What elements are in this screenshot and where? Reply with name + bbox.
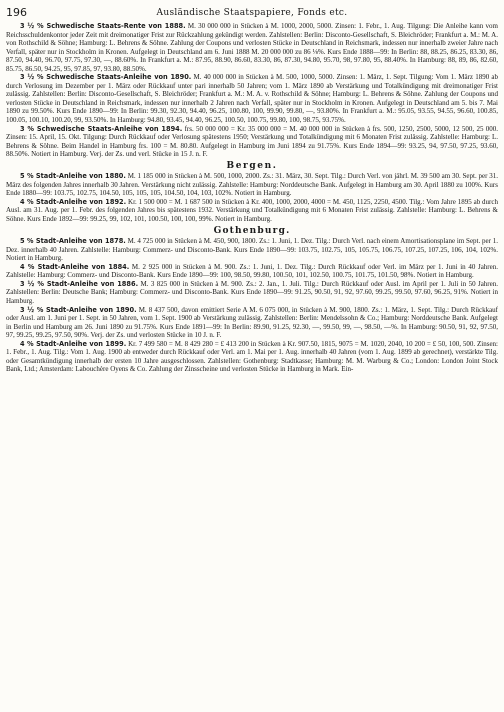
entry-text: M. 30 000 000 in Stücken à M. 1000, 2000, 5000. Zinsen: 1. Febr., 1. Aug. Tilgung: Die Anleihe kann vom Reichsschuldenkontor jeder Zeit mit dreimonatiger Frist zur Rückzahlung gekündigt werden. Zahlstellen: Berlin: Disconto-Gesellschaft, S. Bleichröder; Frankfurt a. M.: M. A. von Rothschild & Söhne; Hamburg: L. Behrens & Söhne. Zahlung der Coupons und verlosten Stücke in Deutschland in Reichsmark, indessen nur innerhalb zweier Jahre nach Verfall, später nur in Stockholm in Kronen. Aufgelegt in Deutschland am 6. Juni 1888 M. 20 000 000 zu 86 ⅛%. Kurs Ende 1888—99: In Berlin: 88, 88.25, 86.25, 83.30, 86, 87.50, 94.40, 96.70, 97.75, 97.30, —, 88.60%. In Frankfurt a. M.: 87.95, 88.90, 86.60, 83.30, 86, 87.30, 94.80, 95.70, 98, 97.80, 95, 88.40%. In Hamburg: 88, 89, 86, 82.60, 85.75, 86.50, 94.25, 95, 97.85, 97, 93.80, 88.50%.	[6, 22, 498, 73]
entry-title: 4 % Stadt-Anleihe von 1884.	[20, 262, 130, 271]
running-title: Ausländische Staatspapiere, Fonds etc.	[156, 8, 348, 18]
entry-title: 5 % Stadt-Anleihe von 1880.	[20, 172, 126, 181]
entry-bergen-stadt-anleihe-1880	[6, 172, 498, 198]
entry-text: M. 40 000 000 in Stücken à M. 500, 1000, 5000. Zinsen: 1. März, 1. Sept. Tilgung: Vom 1. März 1890 ab durch Verlosung im Dezember per 1. März oder Rückkauf unter pari innerhalb 50 Jahren; vom 1. März 1890 ab Verstärkung und Totalkündigung mit dreimonatiger Frist zulässig. Zahlstellen: Berlin: Disconto-Gesellschaft, S. Bleichröder; Frankfurt a. M.: M. A. v. Rothschild & Söhne; Hamburg: L. Behrens & Söhne. Zahlung der Coupons und verlosten Stücke in Deutschland in Reichsmark, indessen nur innerhalb 2 Jahren nach Verfall, später nur in Stockholm in Kronen. Aufgelegt in Deutschland am 5. bis 7. Mai 1890 zu 99.50%. Kurs Ende 1890—99: In Berlin: 99.30, 92.30, 94.40, 96.25, 100.80, 100, 99.90, 99.80, —, 93.80%. In Frankfurt a. M.: 95.05, 93.55, 94.55, 96.60, 100.85, 100.05, 100.10, 100.20, 99, 93.50%. In Hamburg: 94.80, 93.45, 94.40, 96.25, 100.50, 100.75, 99.80, 100, 98.75, 93.75%.	[6, 73, 498, 125]
entry-bergen-stadt-anleihe-1892	[6, 198, 498, 224]
entry-text: M. 8 437 500, davon emittiert Serie A M. 6 075 000, in Stücken à M. 900, 1800. Zs.: 1. März, 1. Sept. Tilg.: Durch Rückkauf oder Ausl. am 1. Juni per 1. Sept. in 50 Jahren, vom 1. Sept. 1900 ab Verstärkung zulässig. Zahlstellen: Berlin: Mendelssohn & Co.; Hamburg: Norddeutsche Bank. Aufgelegt in Berlin und Hamburg am 26. Juni 1890 zu 91.75%. Kurs Ende 1891—99: In Berlin: 89.90, 91.25, 92.30, —, 99.50, 99, —, 98.50, —%. In Hamburg: 90.50, 91, 92, 97.50, 97, 99.25, 99.25, 97.50, 90%. Verj. der Zs. und verlosten Stücke in 10 J. n. F.	[6, 305, 498, 340]
entry-text: M. 3 825 000 in Stücken à M. 900. Zs.: 2. Jan., 1. Juli. Tilg.: Durch Rückkauf oder Ausl. im April per 1. Juli in 50 Jahren. Zahlstellen: Berlin: Deutsche Bank; Hamburg: Commerz- und Disconto-Bank. Kurs Ende 1890—99: 91.25, 90.50, 91, 92, 97.60, 99.25, 99.50, 97.60, 96.25, 91%. Notiert in Hamburg.	[6, 279, 498, 305]
entry-gothenburg-stadt-anleihe-1899	[6, 340, 498, 374]
page-body	[6, 22, 498, 710]
entry-title: 4 % Stadt-Anleihe von 1892.	[20, 197, 127, 206]
entry-title: 5 % Stadt-Anleihe von 1878.	[20, 237, 126, 246]
entry-schwedische-staats-anleihe-1890	[6, 73, 498, 124]
entry-text: M. 1 185 000 in Stücken à M. 500, 1000, 2000. Zs.: 31. März, 30. Sept. Tilg.: Durch Verl. von jährl. M. 39 500 am 30. Sept. per 31. März des folgenden Jahres innerhalb 30 Jahren. Verstärkung nicht zulässig. Zahlstelle: Hamburg: Norddeutsche Bank. Aufgelegt in Hamburg am 30. April 1880 zu 100%. Kurs Ende 1880—99: 103.75, 102.75, 104.50, 105, 105, 105, 104.50, 104, 103, 102%. Notiert in Hamburg.	[6, 172, 498, 198]
entry-text: Kr. 7 499 580 = M. 8 429 280 = £ 413 200 in Stücken à Kr. 907.50, 1815, 9075 = M. 1020, 2040, 10 200 = £ 50, 100, 500. Zinsen: 1. Febr., 1. Aug. Tilg.: Vom 1. Aug. 1900 ab entweder durch Rückkauf oder Verl. am 1. Mai per 1. Aug. innerhalb 40 Jahren (vom 1. Aug. 1899 ab gerechnet), verstärkte Tilg. oder Gesamtkündigung innerhalb der ersten 10 Jahre ausgeschlossen. Zahlstellen: Gothenburg: Stadtkasse; Hamburg: M. M. Warburg & Co.; London: London Joint Stock Bank, Ltd.; Amsterdam: Labouchère Oyens & Co. Zahlung der Zinsscheine und verlosten Stücke in Hamburg in Mark. Ein-	[6, 339, 498, 374]
entry-text: Kr. 1 500 000 = M. 1 687 500 in Stücken à Kr. 400, 1000, 2000, 4000 = M. 450, 1125, 2250, 4500. Tilg.: Vom Jahre 1895 ab durch Ausl. am 31. Aug. per 1. Febr. des folgenden Jahres bis spätestens 1932. Verstärkung und Totalkündigung mit 6 Monaten Frist zulässig. Zahlstelle: Hamburg: L. Behrens & Söhne. Kurs Ende 1892—99: 99.25, 99, 102, 101, 100.50, 100, 100, 99%. Notiert in Hamburg.	[6, 197, 498, 224]
entry-title: 3 ½ % Schwedische Staats-Anleihe von 1890.	[20, 73, 192, 82]
page-header	[6, 4, 498, 22]
city-heading-bergen: Bergen.	[226, 160, 278, 171]
entry-title: 3 ½ % Stadt-Anleihe von 1890.	[20, 305, 137, 314]
entry-title: 3 ½ % Stadt-Anleihe von 1886.	[20, 279, 139, 288]
entry-title: 3 % Schwedische Staats-Anleihe von 1894.	[20, 124, 183, 133]
entry-text: frs. 50 000 000 = Kr. 35 000 000 = M. 40 000 000 in Stücken à frs. 500, 1250, 2500, 5000, 12 500, 25 000. Zinsen: 15. April, 15. Okt. Tilgung: Durch Rückkauf oder Verlosung spätestens 1950; Verstärkung und Totalkündigung mit 6 Monaten Frist zulässig. Zahlstelle: Hamburg: L. Behrens & Söhne. Beim Handel in Hamburg frs. 100 = M. 80.80. Aufgelegt in Hamburg im Juni 1894 zu 91.75%. Kurs Ende 1894—99: 93.25, 94, 97.50, 97.25, 93.60, 88.50%. Notiert in Hamburg. Verj. der Zs. und verl. Stücke in 15 J. n. F.	[6, 124, 498, 159]
entry-schwedische-staats-rente-1888	[6, 22, 498, 73]
entry-gothenburg-stadt-anleihe-1884	[6, 263, 498, 280]
entry-title: 4 % Stadt-Anleihe von 1899.	[20, 339, 127, 348]
entry-gothenburg-stadt-anleihe-1886	[6, 280, 498, 306]
entry-text: M. 4 725 000 in Stücken à M. 450, 900, 1800. Zs.: 1. Juni, 1. Dez. Tilg.: Durch Verl. nach einem Amortisationsplane im Sept. per 1. Dez. innerhalb 40 Jahren. Zahlstelle: Hamburg: Commerz- und Disconto-Bank. Kurs Ende 1890—99: 103.75, 102.75, 105, 105.75, 106.75, 107.25, 107.25, 106, 104, 102%. Notiert in Hamburg.	[6, 237, 498, 263]
entry-gothenburg-stadt-anleihe-1878	[6, 237, 498, 263]
entry-text: M. 2 925 000 in Stücken à M. 900. Zs.: 1. Juni, 1. Dez. Tilg.: Durch Rückkauf oder Verl. im März per 1. Juni in 40 Jahren. Zahlstelle: Hamburg: Commerz- und Disconto-Bank. Kurs Ende 1890—99: 100, 98.50, 99.80, 100.50, 101, 102.50, 100.75, 101.75, 101.50, 98%. Notiert in Hamburg.	[6, 262, 498, 280]
entry-title: 3 ½ % Schwedische Staats-Rente von 1888.	[20, 22, 186, 30]
entry-schwedische-staats-anleihe-1894	[6, 125, 498, 159]
page-number: 196	[6, 6, 27, 19]
city-heading-gothenburg: Gothenburg.	[213, 225, 291, 236]
entry-gothenburg-stadt-anleihe-1890	[6, 306, 498, 340]
